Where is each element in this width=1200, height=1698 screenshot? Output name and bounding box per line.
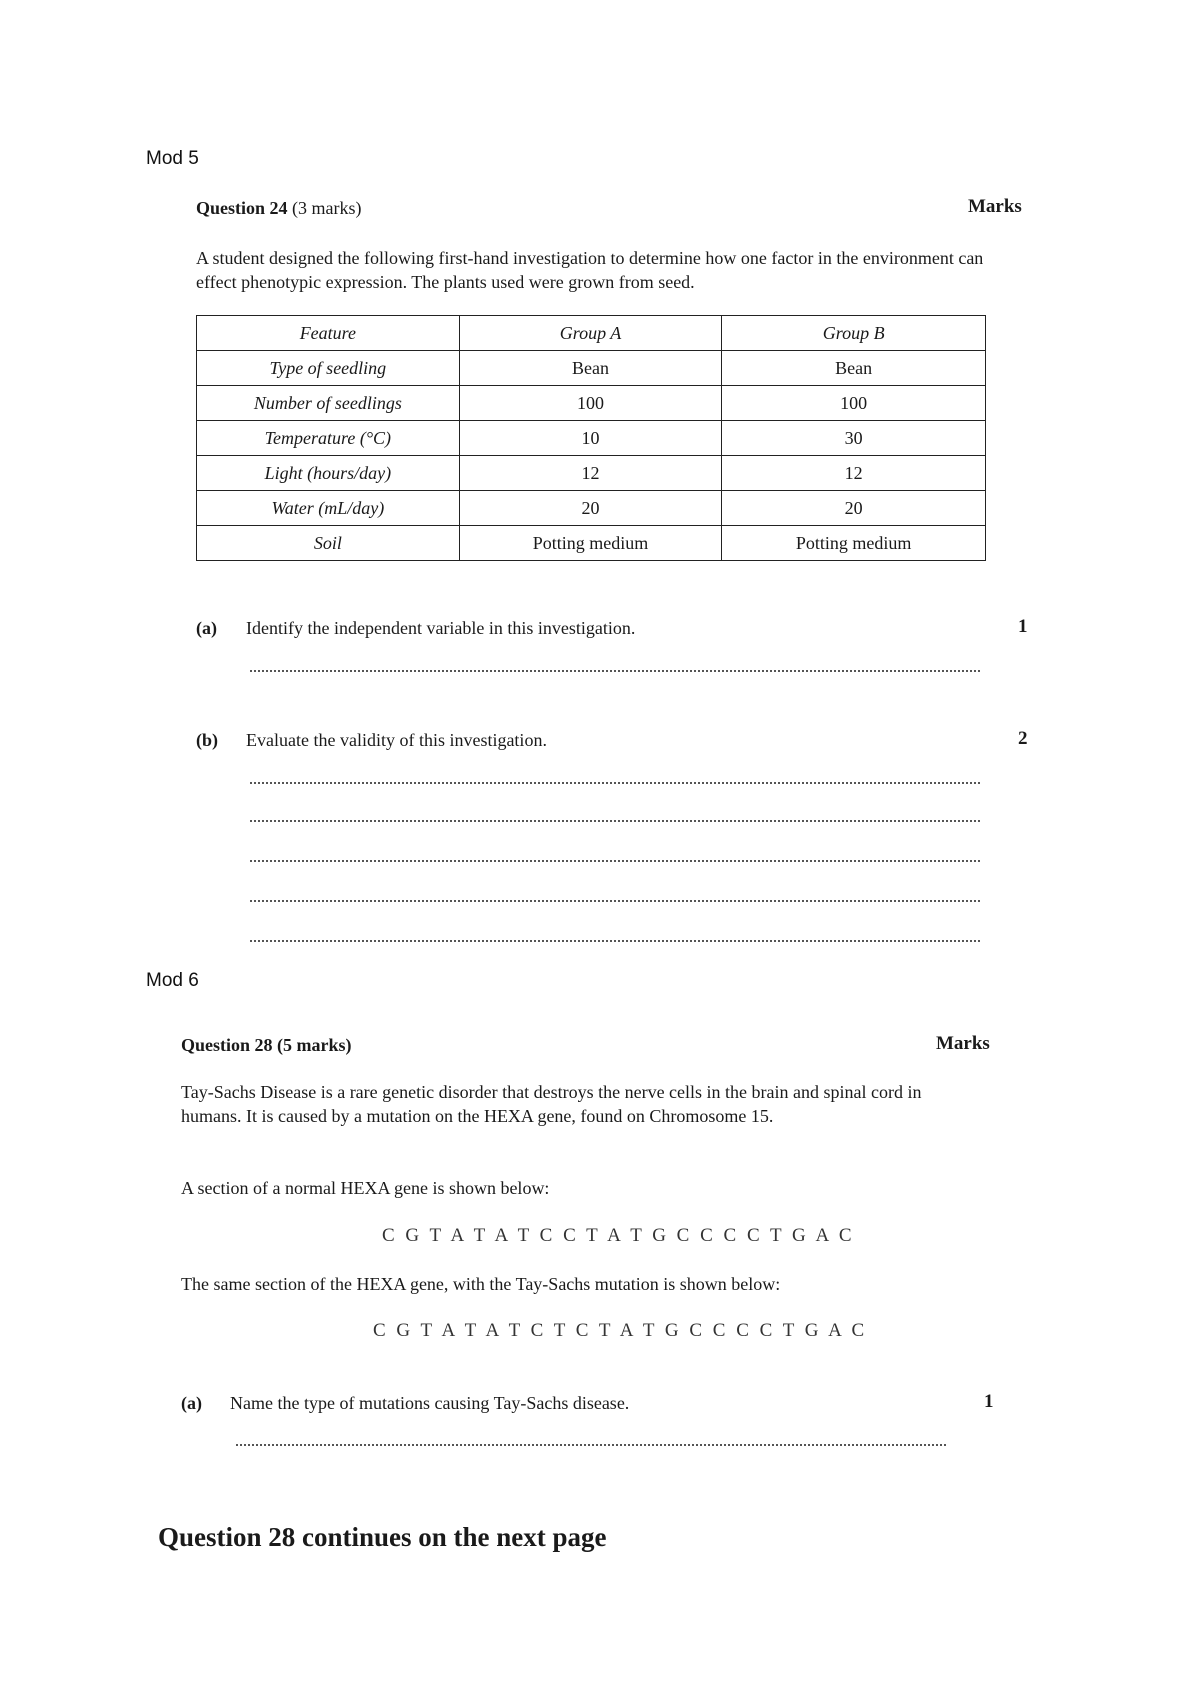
- part-a-label: (a): [196, 618, 217, 638]
- table-row-label: Temperature (°C): [197, 421, 460, 456]
- q28-part-a-label: (a): [181, 1393, 202, 1413]
- answer-line[interactable]: [250, 900, 980, 902]
- question-24-marks-note: (3 marks): [292, 198, 362, 218]
- question-28-intro: Tay-Sachs Disease is a rare genetic disorder that destroys the nerve cells in the brain and spinal cord in humans. It is caused by a mutation on the HEXA gene, found on Chromosome 15.: [181, 1082, 922, 1126]
- table-row-label: Water (mL/day): [197, 491, 460, 526]
- section-label-mod5: Mod 5: [146, 148, 199, 169]
- table-row: [197, 351, 986, 386]
- investigation-table: [196, 315, 986, 561]
- question-28-title: [181, 1035, 352, 1056]
- table-row-label: Soil: [197, 526, 460, 561]
- answer-line[interactable]: [250, 820, 980, 822]
- table-row: [197, 386, 986, 421]
- question-28-marks-note: (5 marks): [277, 1035, 352, 1055]
- question-28-number: Question 28: [181, 1035, 273, 1055]
- table-cell: 100: [459, 386, 722, 421]
- table-row-label: Type of seedling: [197, 351, 460, 386]
- question-24-number: Question 24: [196, 198, 288, 218]
- part-a-text: Identify the independent variable in this investigation.: [246, 618, 636, 638]
- continuation-note: Question 28 continues on the next page: [158, 1522, 607, 1552]
- table-cell: 12: [722, 456, 986, 491]
- table-row: [197, 456, 986, 491]
- table-cell: Potting medium: [459, 526, 722, 561]
- section-label-mod6: Mod 6: [146, 970, 199, 991]
- answer-line[interactable]: [250, 782, 980, 784]
- question-24-intro: A student designed the following first-hand investigation to determine how one factor in the environment can effect phenotypic expression. The plants used were grown from seed.: [196, 248, 984, 292]
- table-cell: Bean: [722, 351, 986, 386]
- table-row-label: Number of seedlings: [197, 386, 460, 421]
- normal-gene-sequence: C G T A T A T C C T A T G C C C C T G A C: [382, 1225, 855, 1246]
- mutant-gene-sequence: C G T A T A T C T C T A T G C C C C T G A C: [373, 1320, 868, 1341]
- part-b-text: Evaluate the validity of this investigation.: [246, 730, 547, 750]
- q28-part-a-text: Name the type of mutations causing Tay-Sachs disease.: [230, 1393, 630, 1413]
- table-cell: Potting medium: [722, 526, 986, 561]
- table-cell: 10: [459, 421, 722, 456]
- table-cell: Bean: [459, 351, 722, 386]
- answer-line[interactable]: [250, 940, 980, 942]
- table-header-cell: Feature: [197, 316, 460, 351]
- answer-line[interactable]: [250, 670, 980, 672]
- table-row: [197, 526, 986, 561]
- part-a-marks: 1: [1018, 616, 1028, 637]
- table-cell: 100: [722, 386, 986, 421]
- table-cell: 20: [459, 491, 722, 526]
- table-header-cell: Group B: [722, 316, 986, 351]
- answer-line[interactable]: [250, 860, 980, 862]
- table-row: [197, 491, 986, 526]
- marks-header-q24: Marks: [968, 196, 1022, 217]
- table-row: [197, 421, 986, 456]
- table-header-row: [197, 316, 986, 351]
- part-b-marks: 2: [1018, 728, 1028, 749]
- answer-line[interactable]: [236, 1444, 946, 1446]
- q28-part-a-marks: 1: [984, 1391, 994, 1412]
- marks-header-q28: Marks: [936, 1033, 990, 1054]
- table-cell: 20: [722, 491, 986, 526]
- mutant-gene-label: The same section of the HEXA gene, with the Tay-Sachs mutation is shown below:: [181, 1274, 781, 1294]
- table-cell: 30: [722, 421, 986, 456]
- table-header-cell: Group A: [459, 316, 722, 351]
- question-24-title: [196, 198, 362, 219]
- part-b-label: (b): [196, 730, 218, 750]
- table-cell: 12: [459, 456, 722, 491]
- table-row-label: Light (hours/day): [197, 456, 460, 491]
- normal-gene-label: A section of a normal HEXA gene is shown below:: [181, 1178, 550, 1198]
